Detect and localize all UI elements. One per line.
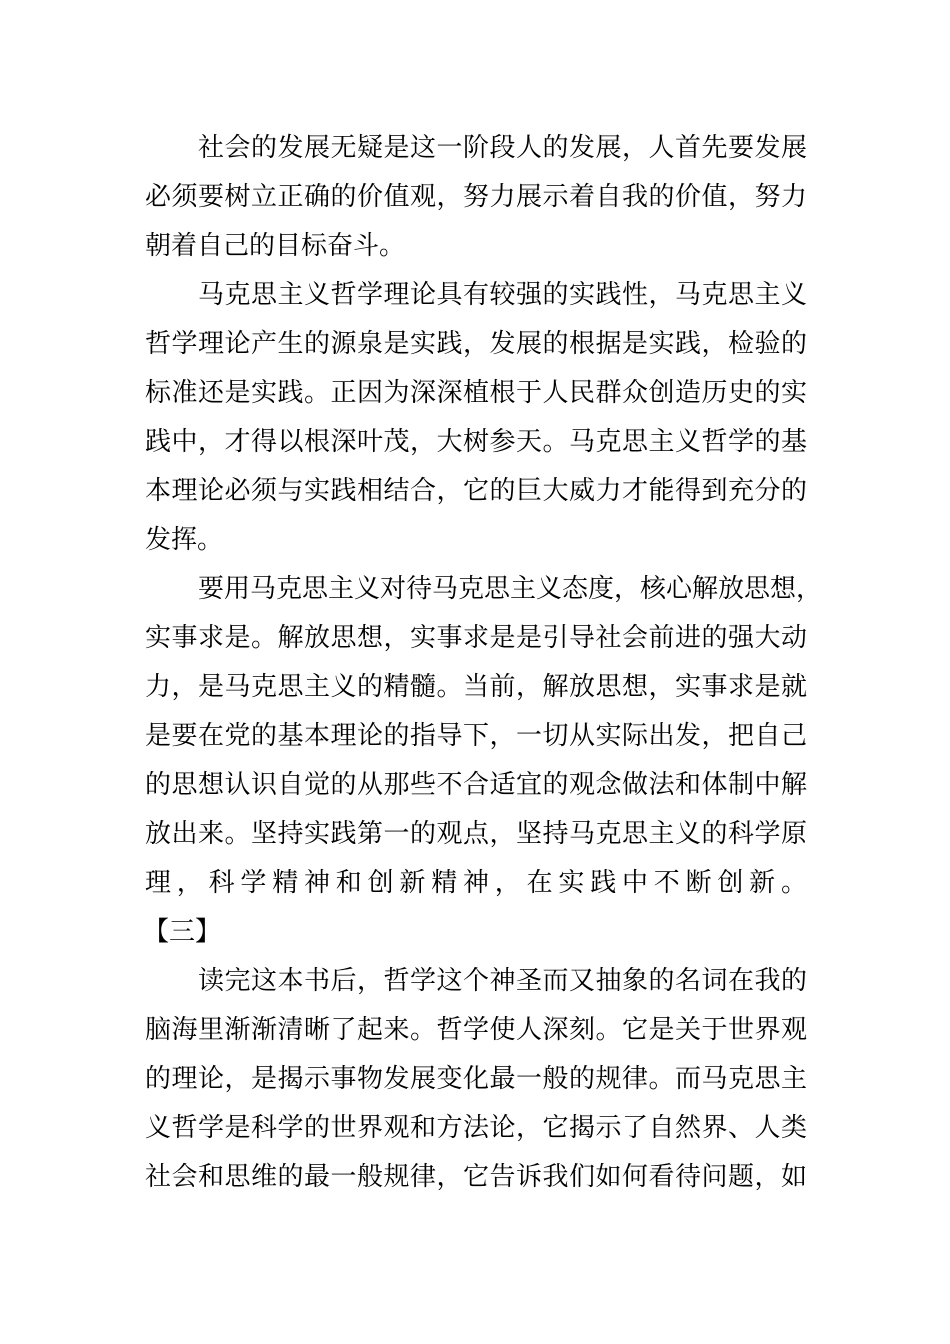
text-line: 践中，才得以根深叶茂，大树参天。马克思主义哲学的基 xyxy=(145,427,807,457)
text-line: 理，科学精神和创新精神，在实践中不断创新。 xyxy=(145,868,807,898)
text-line: 读完这本书后，哲学这个神圣而又抽象的名词在我的 xyxy=(198,966,807,996)
text-line: 哲学理论产生的源泉是实践，发展的根据是实践，检验的 xyxy=(145,329,807,359)
text-line: 义哲学是科学的世界观和方法论，它揭示了自然界、人类 xyxy=(145,1113,807,1143)
text-line: 脑海里渐渐清晰了起来。哲学使人深刻。它是关于世界观 xyxy=(145,1015,807,1045)
text-line: 朝着自己的目标奋斗。 xyxy=(145,231,406,261)
text-line: 本理论必须与实践相结合，它的巨大威力才能得到充分的 xyxy=(145,476,807,506)
section-heading-text: 【三】 xyxy=(143,917,222,947)
text-line: 社会的发展无疑是这一阶段人的发展，人首先要发展 xyxy=(198,133,807,163)
text-line: 的思想认识自觉的从那些不合适宜的观念做法和体制中解 xyxy=(145,770,807,800)
text-line: 要用马克思主义对待马克思主义态度，核心解放思想， xyxy=(198,574,823,604)
paragraph-4 xyxy=(145,957,807,1202)
text-line: 是要在党的基本理论的指导下，一切从实际出发，把自己 xyxy=(145,721,807,751)
text-line: 发挥。 xyxy=(145,525,224,555)
text-line: 社会和思维的最一般规律，它告诉我们如何看待问题，如 xyxy=(145,1162,807,1192)
document-page xyxy=(143,124,823,1202)
text-line: 实事求是。解放思想，实事求是是引导社会前进的强大动 xyxy=(145,623,807,653)
text-line: 的理论，是揭示事物发展变化最一般的规律。而马克思主 xyxy=(145,1064,807,1094)
text-line: 必须要树立正确的价值观，努力展示着自我的价值，努力 xyxy=(145,182,807,212)
section-heading xyxy=(145,908,807,957)
paragraph-1 xyxy=(145,124,807,271)
text-line: 标准还是实践。正因为深深植根于人民群众创造历史的实 xyxy=(145,378,807,408)
paragraph-2 xyxy=(145,271,807,565)
text-line: 放出来。坚持实践第一的观点，坚持马克思主义的科学原 xyxy=(145,819,807,849)
text-line: 马克思主义哲学理论具有较强的实践性，马克思主义 xyxy=(198,280,807,310)
text-line: 力，是马克思主义的精髓。当前，解放思想，实事求是就 xyxy=(145,672,807,702)
paragraph-3 xyxy=(145,565,823,908)
